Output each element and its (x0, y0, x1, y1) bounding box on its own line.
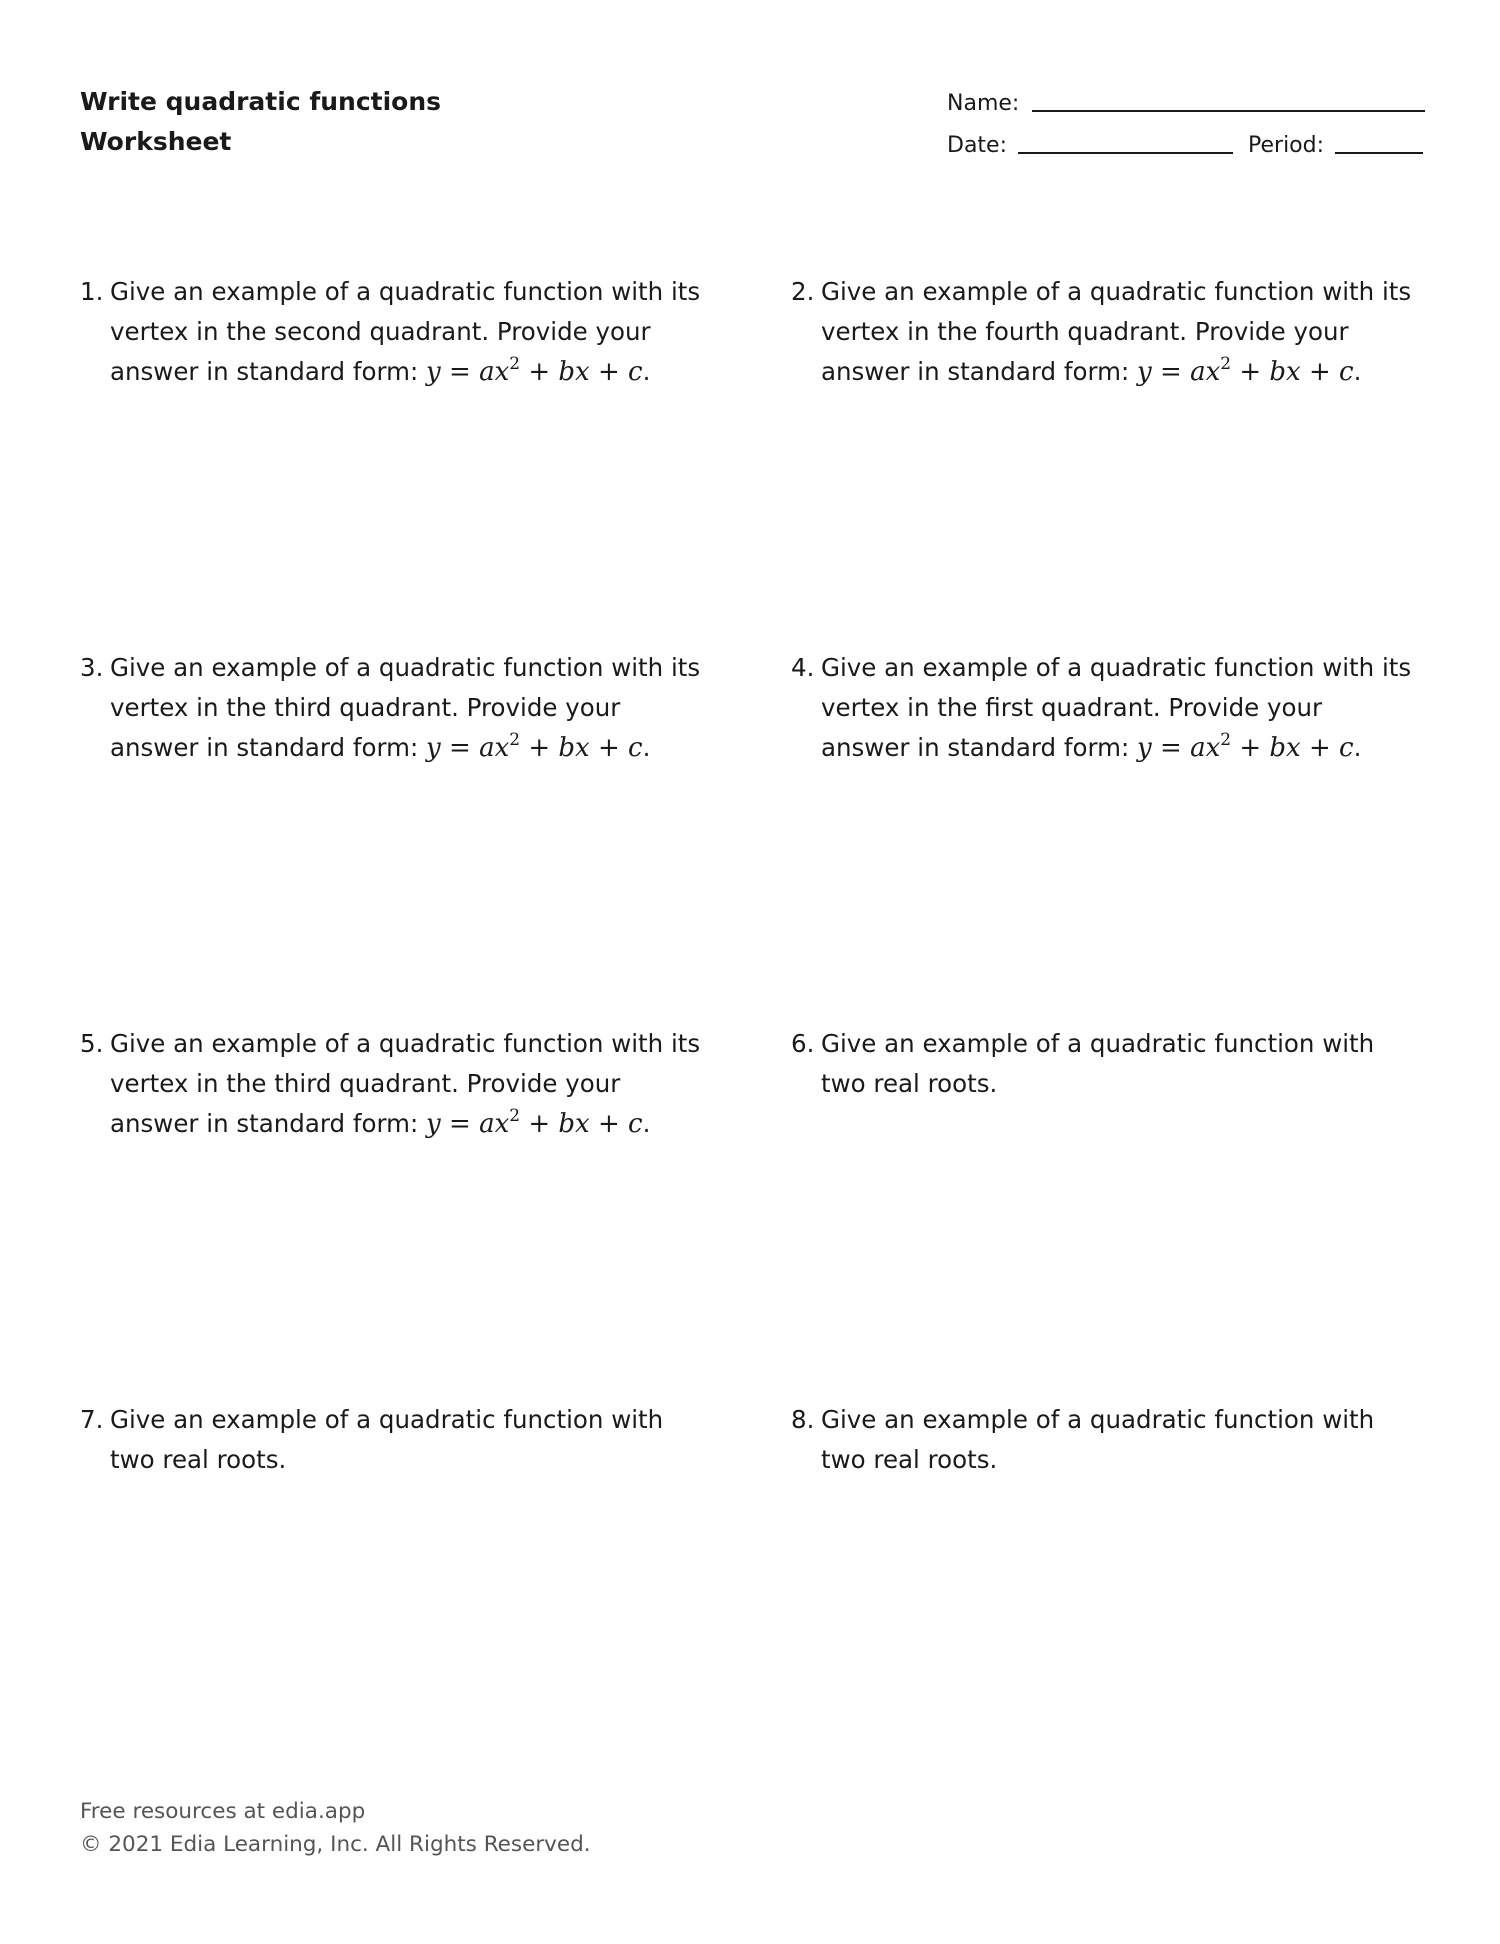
question-3: 3. Give an example of a quadratic function with its vertex in the third quadrant. Provide your answer in standard form: $y = ax^2$ + bx + c. (80, 648, 705, 768)
standard-form-formula: $y = ax^2$ + bx + c (426, 1106, 643, 1139)
worksheet-title: Write quadratic functions (80, 87, 442, 116)
question-number: 4. (791, 653, 815, 682)
standard-form-formula: $y = ax^2$ + bx + c (1137, 730, 1354, 763)
question-4: 4. Give an example of a quadratic function with its vertex in the first quadrant. Provide your answer in standard form: $y = ax^2$ + bx + c. (791, 648, 1416, 768)
question-text: Give an example of a quadratic function with its vertex in the fourth quadrant. Provide your answer in standard form: (821, 277, 1412, 386)
question-number: 6. (791, 1029, 815, 1058)
name-field-line[interactable] (1032, 110, 1425, 112)
question-7 (80, 1400, 705, 1480)
worksheet-subtitle: Worksheet (80, 127, 232, 156)
period-label: Period: (1248, 133, 1325, 158)
standard-form-formula: $y = ax^2$ + bx + c (426, 730, 643, 763)
question-text: Give an example of a quadratic function with its vertex in the third quadrant. Provide your answer in standard form: (110, 653, 701, 762)
question-1: 1. Give an example of a quadratic function with its vertex in the second quadrant. Provide your answer in standard form: $y = ax^2$ + bx + c. (80, 272, 705, 392)
question-number: 8. (791, 1405, 815, 1434)
question-2: 2. Give an example of a quadratic function with its vertex in the fourth quadrant. Provide your answer in standard form: $y = ax^2$ + bx + c. (791, 272, 1416, 392)
standard-form-formula: $y = ax^2$ + bx + c (1137, 354, 1354, 387)
question-text: Give an example of a quadratic function with two real roots. (821, 1029, 1375, 1098)
question-number: 7. (80, 1405, 104, 1434)
period-field-line[interactable] (1335, 152, 1423, 154)
question-number: 2. (791, 277, 815, 306)
question-text: Give an example of a quadratic function with two real roots. (110, 1405, 664, 1474)
worksheet-header (80, 82, 441, 162)
question-6 (791, 1024, 1416, 1104)
footer-resources-link[interactable]: Free resources at edia.app (80, 1799, 366, 1824)
question-text: Give an example of a quadratic function with its vertex in the first quadrant. Provide your answer in standard form: (821, 653, 1412, 762)
question-text: Give an example of a quadratic function with two real roots. (821, 1405, 1375, 1474)
question-8 (791, 1400, 1416, 1480)
standard-form-formula: $y = ax^2$ + bx + c (426, 354, 643, 387)
question-text: Give an example of a quadratic function with its vertex in the third quadrant. Provide your answer in standard form: (110, 1029, 701, 1138)
date-label: Date: (947, 133, 1007, 158)
question-number: 1. (80, 277, 104, 306)
question-number: 5. (80, 1029, 104, 1058)
page-footer (80, 1795, 591, 1861)
footer-copyright: © 2021 Edia Learning, Inc. All Rights Reserved. (80, 1832, 591, 1857)
question-number: 3. (80, 653, 104, 682)
question-5: 5. Give an example of a quadratic function with its vertex in the third quadrant. Provide your answer in standard form: $y = ax^2$ + bx + c. (80, 1024, 705, 1144)
question-text: Give an example of a quadratic function with its vertex in the second quadrant. Provide your answer in standard form: (110, 277, 701, 386)
name-label: Name: (947, 91, 1020, 116)
date-field-line[interactable] (1018, 152, 1233, 154)
